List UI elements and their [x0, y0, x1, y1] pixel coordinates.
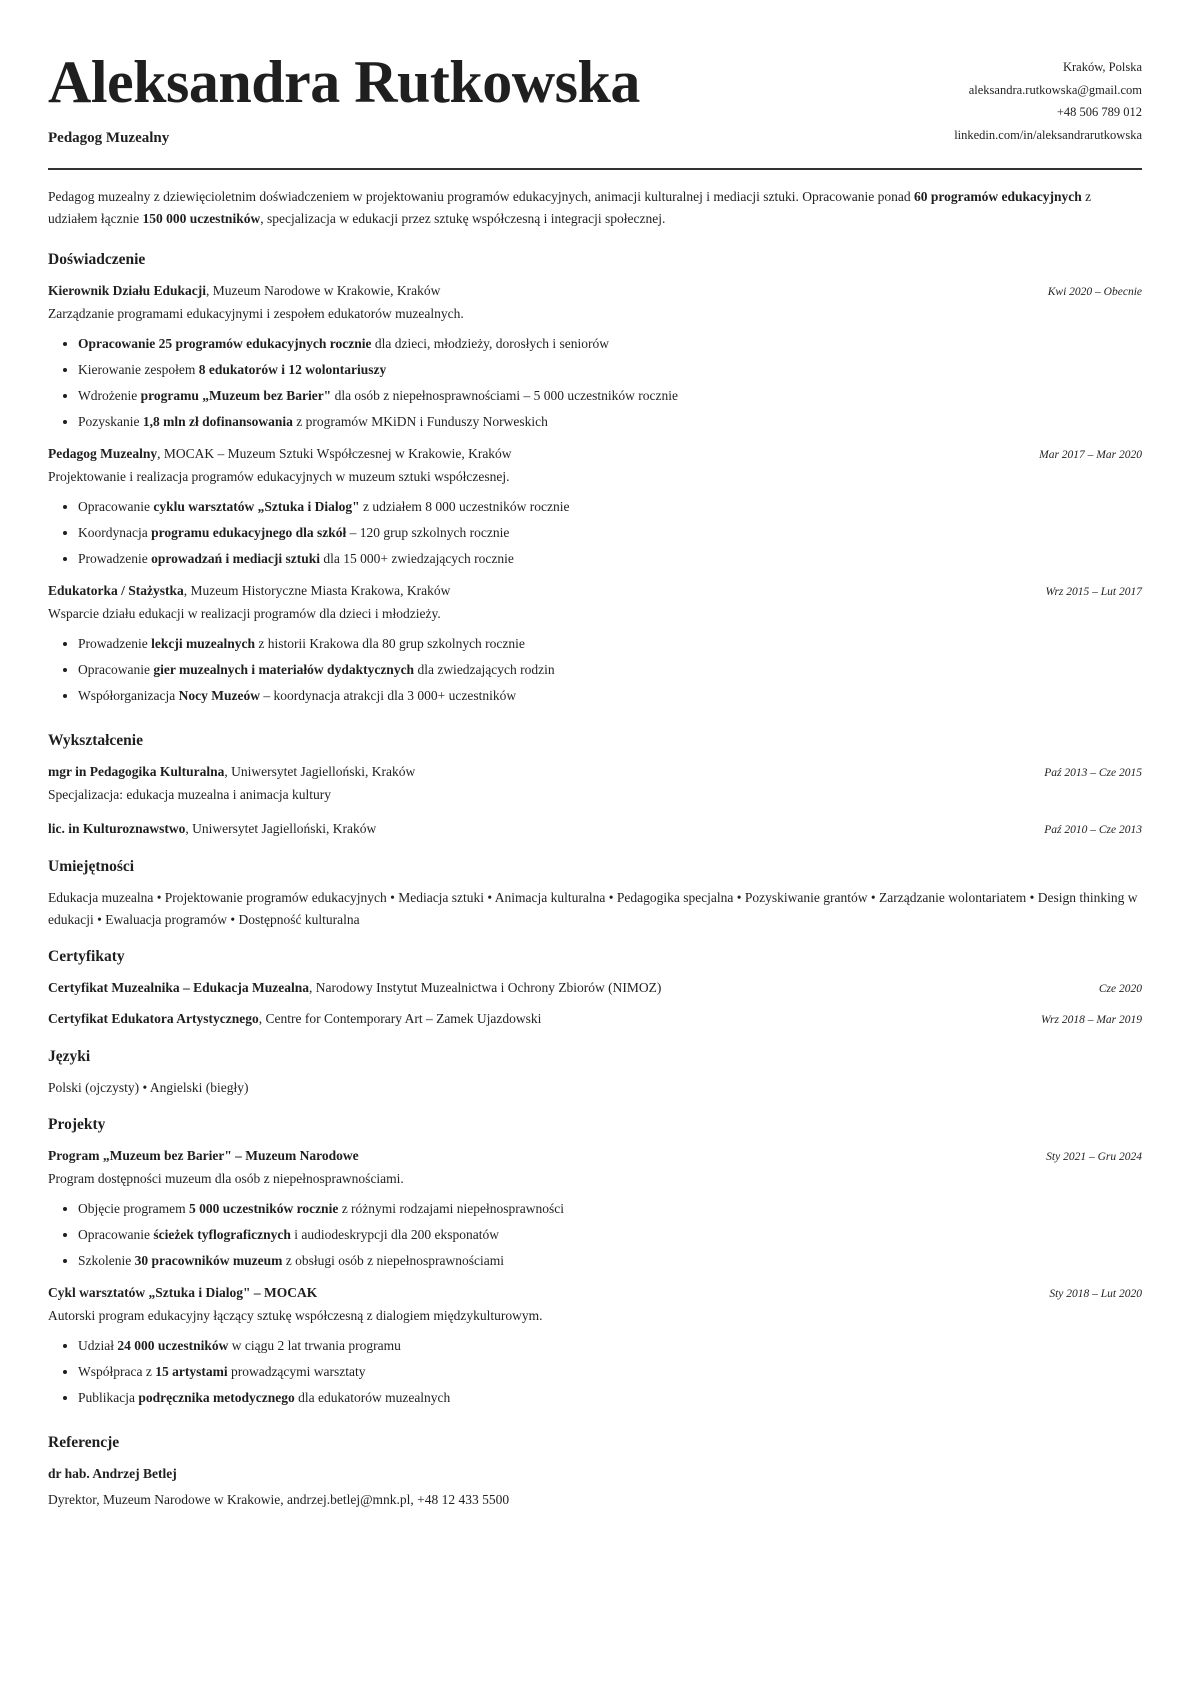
- resume-header: [0, 0, 1190, 170]
- project-name: Program „Muzeum bez Barier" – Muzeum Narodowe: [48, 1148, 359, 1163]
- bullet: • Kierowanie zespołem 8 edukatorów i 12 wolontariuszy: [78, 357, 1142, 383]
- reference-details: Dyrektor, Muzeum Narodowe w Krakowie, andrzej.betlej@mnk.pl, +48 12 433 5500: [48, 1492, 510, 1507]
- contact-phone: +48 506 789 012: [1056, 105, 1142, 119]
- education-date: Paź 2013 – Cze 2015: [1044, 767, 1142, 779]
- project-date: Sty 2021 – Gru 2024: [1046, 1151, 1142, 1163]
- certificates-section: [48, 947, 1142, 1031]
- resume-body: [48, 250, 1142, 1527]
- contact-email[interactable]: aleksandra.rutkowska@gmail.com: [968, 82, 1142, 97]
- bullet: • Opracowanie ścieżek tyflograficznych i audiodeskrypcji dla 200 eksponatów: [78, 1222, 1142, 1248]
- skills-section: [48, 857, 1142, 931]
- summary: [48, 186, 1142, 230]
- certificate-entry: Certyfikat Edukatora Artystycznego, Centre for Contemporary Art – Zamek Ujazdowski Wrz 2018 – Mar 2019: [48, 1008, 1142, 1031]
- summary-text: z udziałem łącznie: [48, 189, 1092, 226]
- education-date: Paź 2010 – Cze 2013: [1044, 824, 1142, 836]
- summary-text: , specjalizacja w edukacji przez sztukę współczesną i integracji społecznej.: [260, 211, 666, 226]
- job-date: Mar 2017 – Mar 2020: [1039, 449, 1142, 461]
- job-entry: [48, 443, 1142, 572]
- certificate-date: Wrz 2018 – Mar 2019: [1041, 1014, 1142, 1026]
- certificate-entry: Certyfikat Muzealnika – Edukacja Muzealna, Narodowy Instytut Muzealnictwa i Ochrony Zbiorów (NIMOZ) Cze 2020: [48, 977, 1142, 1000]
- project-date: Sty 2018 – Lut 2020: [1049, 1288, 1142, 1300]
- section-title: Doświadczenie: [48, 251, 146, 268]
- degree: lic. in Kulturoznawstwo: [48, 821, 186, 836]
- job-title: Kierownik Działu Edukacji: [48, 283, 207, 298]
- bullet: • Opracowanie 25 programów edukacyjnych rocznie dla dzieci, młodzieży, dorosłych i seniorów: [78, 331, 1142, 357]
- job-bullets: [48, 631, 1142, 709]
- education-section: [48, 731, 1142, 841]
- project-entry: [48, 1282, 1142, 1411]
- job-entry: [48, 280, 1142, 435]
- education-desc: Specjalizacja: edukacja muzealna i animacja kultury: [48, 787, 331, 802]
- bullet: • Pozyskanie 1,8 mln zł dofinansowania z programów MKiDN i Funduszy Norweskich: [78, 409, 1142, 435]
- reference-name: dr hab. Andrzej Betlej: [48, 1466, 177, 1481]
- summary-highlight: 150 000 uczestników: [142, 211, 261, 226]
- job-title: Edukatorka / Stażystka: [48, 583, 184, 598]
- candidate-role: Pedagog Muzealny: [48, 130, 170, 146]
- bullet: • Prowadzenie oprowadzań i mediacji sztuki dla 15 000+ zwiedzających rocznie: [78, 546, 1142, 572]
- project-bullets: [48, 1196, 1142, 1274]
- references-section: [48, 1433, 1142, 1511]
- languages-section: [48, 1047, 1142, 1099]
- bullet: • Wdrożenie programu „Muzeum bez Barier" dla osób z niepełnosprawnościami – 5 000 uczestników rocznie: [78, 383, 1142, 409]
- job-org: , Muzeum Narodowe w Krakowie, Kraków: [206, 283, 441, 298]
- job-title: Pedagog Muzealny: [48, 446, 158, 461]
- job-org: , MOCAK – Muzeum Sztuki Współczesnej w Krakowie, Kraków: [157, 446, 512, 461]
- bullet: • Udział 24 000 uczestników w ciągu 2 lat trwania programu: [78, 1333, 1142, 1359]
- education-entry: [48, 818, 1142, 841]
- experience-section: [48, 250, 1142, 709]
- bullet: • Opracowanie cyklu warsztatów „Sztuka i Dialog" z udziałem 8 000 uczestników rocznie: [78, 494, 1142, 520]
- contact-info: [954, 56, 1142, 146]
- section-title: Wykształcenie: [48, 732, 143, 749]
- contact-linkedin[interactable]: linkedin.com/in/aleksandrarutkowska: [954, 127, 1142, 142]
- bullet: • Współpraca z 15 artystami prowadzącymi warsztaty: [78, 1359, 1142, 1385]
- job-desc: Zarządzanie programami edukacyjnymi i zespołem edukatorów muzealnych.: [48, 306, 464, 321]
- section-title: Certyfikaty: [48, 948, 125, 965]
- bullet: • Prowadzenie lekcji muzealnych z historii Krakowa dla 80 grup szkolnych rocznie: [78, 631, 1142, 657]
- bullet: • Koordynacja programu edukacyjnego dla szkół – 120 grup szkolnych rocznie: [78, 520, 1142, 546]
- contact-location: Kraków, Polska: [1062, 60, 1142, 74]
- education-entry: [48, 761, 1142, 806]
- summary-text: Pedagog muzealny z dziewięcioletnim doświadczeniem w projektowaniu programów edukacyjnych, animacji kulturalnej i mediacji sztuki. Opracowanie ponad: [48, 189, 914, 204]
- section-title: Umiejętności: [48, 858, 135, 875]
- bullet: • Publikacja podręcznika metodycznego dla edukatorów muzealnych: [78, 1385, 1142, 1411]
- summary-highlight: 60 programów edukacyjnych: [913, 189, 1082, 204]
- section-title: Języki: [48, 1048, 91, 1065]
- skills-list: Edukacja muzealna • Projektowanie programów edukacyjnych • Mediacja sztuki • Animacja kulturalna • Pedagogika specjalna • Pozyskiwanie grantów • Zarządzanie wolontariatem • Design thinking w edukacji • Ewaluacja programów • Dostępność kulturalna: [48, 890, 1138, 927]
- project-desc: Program dostępności muzeum dla osób z niepełnosprawnościami.: [48, 1171, 404, 1186]
- school: , Uniwersytet Jagielloński, Kraków: [224, 764, 416, 779]
- job-entry: [48, 580, 1142, 709]
- job-org: , Muzeum Historyczne Miasta Krakowa, Kraków: [183, 583, 451, 598]
- job-date: Kwi 2020 – Obecnie: [1047, 286, 1142, 298]
- header-divider: [48, 168, 1142, 170]
- section-title: Projekty: [48, 1116, 106, 1133]
- certificate-date: Cze 2020: [1098, 983, 1142, 995]
- project-name: Cykl warsztatów „Sztuka i Dialog" – MOCAK: [48, 1285, 318, 1300]
- section-title: Referencje: [48, 1434, 120, 1451]
- job-desc: Wsparcie działu edukacji w realizacji programów dla dzieci i młodzieży.: [48, 606, 441, 621]
- degree: mgr in Pedagogika Kulturalna: [48, 764, 225, 779]
- projects-section: [48, 1115, 1142, 1411]
- bullet: • Opracowanie gier muzealnych i materiałów dydaktycznych dla zwiedzających rodzin: [78, 657, 1142, 683]
- school: , Uniwersytet Jagielloński, Kraków: [185, 821, 377, 836]
- candidate-name: Aleksandra Rutkowska: [48, 49, 640, 115]
- bullet: • Współorganizacja Nocy Muzeów – koordynacja atrakcji dla 3 000+ uczestników: [78, 683, 1142, 709]
- bullet: • Objęcie programem 5 000 uczestników rocznie z różnymi rodzajami niepełnosprawności: [78, 1196, 1142, 1222]
- job-desc: Projektowanie i realizacja programów edukacyjnych w muzeum sztuki współczesnej.: [48, 469, 510, 484]
- languages-list: Polski (ojczysty) • Angielski (biegły): [48, 1080, 249, 1095]
- bullet: • Szkolenie 30 pracowników muzeum z obsługi osób z niepełnosprawnościami: [78, 1248, 1142, 1274]
- project-bullets: [48, 1333, 1142, 1411]
- job-bullets: [48, 331, 1142, 435]
- job-bullets: [48, 494, 1142, 572]
- project-entry: [48, 1145, 1142, 1274]
- project-desc: Autorski program edukacyjny łączący sztukę współczesną z dialogiem międzykulturowym.: [48, 1308, 543, 1323]
- job-date: Wrz 2015 – Lut 2017: [1045, 586, 1142, 598]
